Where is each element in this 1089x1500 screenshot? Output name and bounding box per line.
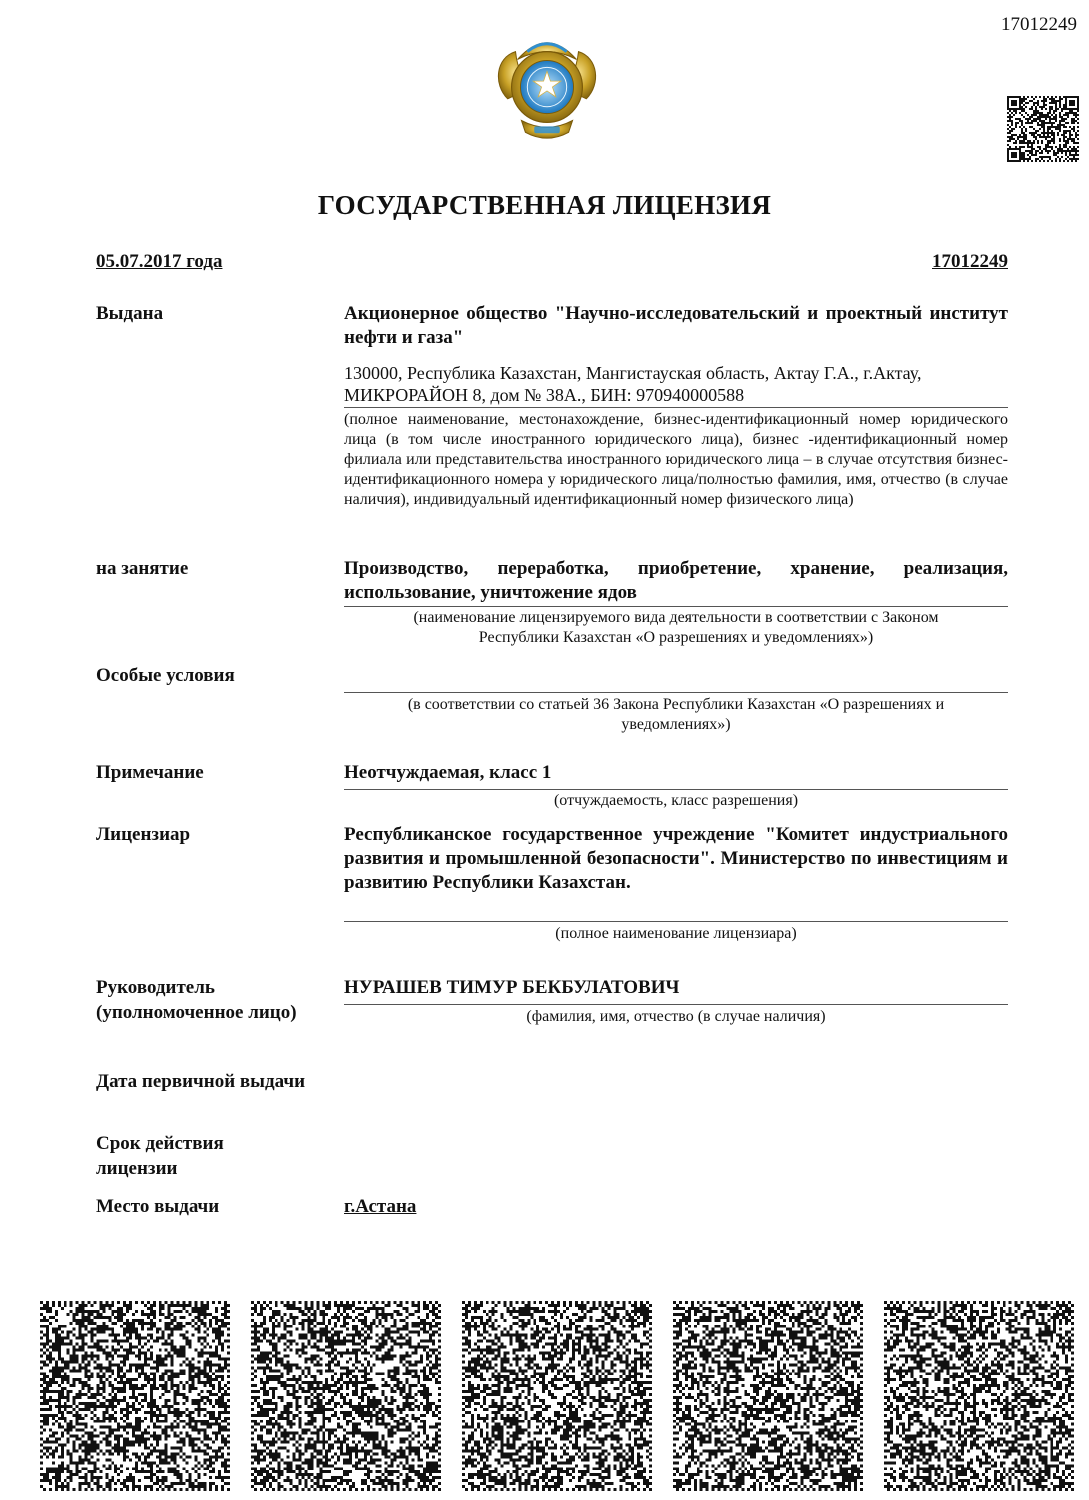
licensor-rule xyxy=(344,921,1008,922)
qr-code-small xyxy=(1007,96,1079,162)
special-conditions-label: Особые условия xyxy=(96,665,235,686)
activity-caption-1: (наименование лицензируемого вида деятельности в соответствии с Законом xyxy=(413,609,939,626)
place-value: г.Астана xyxy=(344,1196,417,1217)
issued-to-address-2: МИКРОРАЙОН 8, дом № 38А., БИН: 970940000588 xyxy=(344,385,745,405)
head-value: НУРАШЕВ ТИМУР БЕКБУЛАТОВИЧ xyxy=(344,977,680,998)
note-label: Примечание xyxy=(96,762,204,783)
head-rule xyxy=(344,1004,1008,1005)
validity-label-1: Срок действия xyxy=(96,1133,224,1154)
licensor-label: Лицензиар xyxy=(96,824,191,845)
issue-date: 05.07.2017 года xyxy=(96,251,223,272)
activity-label: на занятие xyxy=(96,558,189,579)
issued-to-name: Акционерное общество "Научно-исследовательский и проектный институт нефти и газа" xyxy=(344,303,1008,348)
first-issue-date-label: Дата первичной выдачи xyxy=(96,1071,306,1092)
issued-to-label: Выдана xyxy=(96,303,164,324)
special-conditions-caption-2: уведомлениях») xyxy=(621,716,731,733)
qr-code-row xyxy=(40,1300,1080,1492)
issued-to-caption: (полное наименование, местонахождение, бизнес-идентификационный номер юридического лица (в том числе иностранного юридического лица), бизнес -идентификационный номер филиала или представительства иностранного юридического лица – в случае отсутствия бизнес-идентификационного номера у юридического лица/полностью фамилия, имя, отчество (в случае наличия), индивидуальный идентификационный номер физического лица) xyxy=(344,411,1008,508)
licensor-caption: (полное наименование лицензиара) xyxy=(555,925,797,942)
qr-code xyxy=(462,1300,652,1492)
activity-value: Производство, переработка, приобретение, хранение, реализация, использование, уничтожение ядов xyxy=(344,558,1008,603)
head-label-1: Руководитель xyxy=(96,977,215,998)
validity-label-2: лицензии xyxy=(96,1158,178,1179)
qr-code xyxy=(251,1300,441,1492)
qr-code xyxy=(673,1300,863,1492)
note-rule xyxy=(344,789,1008,790)
issued-to-address-1: 130000, Республика Казахстан, Мангистауская область, Актау Г.А., г.Актау, xyxy=(344,363,922,383)
activity-rule xyxy=(344,606,1008,607)
head-caption: (фамилия, имя, отчество (в случае наличия) xyxy=(526,1008,826,1025)
state-emblem-icon xyxy=(488,30,606,148)
corner-document-number: 17012249 xyxy=(1001,14,1077,35)
head-label-2: (уполномоченное лицо) xyxy=(96,1002,297,1023)
license-number: 17012249 xyxy=(932,251,1008,272)
note-caption: (отчуждаемость, класс разрешения) xyxy=(553,792,799,809)
qr-code xyxy=(40,1300,230,1492)
licensor-value: Республиканское государственное учреждение "Комитет индустриального развития и промышленной безопасности". Министерство по инвестициям и развитию Республики Казахстан. xyxy=(344,824,1008,893)
activity-caption-2: Республики Казахстан «О разрешениях и уведомлениях») xyxy=(478,629,874,646)
special-conditions-caption-1: (в соответствии со статьей 36 Закона Республики Казахстан «О разрешениях и xyxy=(407,696,945,713)
document-title: ГОСУДАРСТВЕННАЯ ЛИЦЕНЗИЯ xyxy=(317,190,772,220)
issued-to-rule xyxy=(344,407,1008,408)
note-value: Неотчуждаемая, класс 1 xyxy=(344,762,552,783)
special-conditions-rule xyxy=(344,692,1008,693)
place-label: Место выдачи xyxy=(96,1196,220,1217)
qr-code xyxy=(884,1300,1074,1492)
